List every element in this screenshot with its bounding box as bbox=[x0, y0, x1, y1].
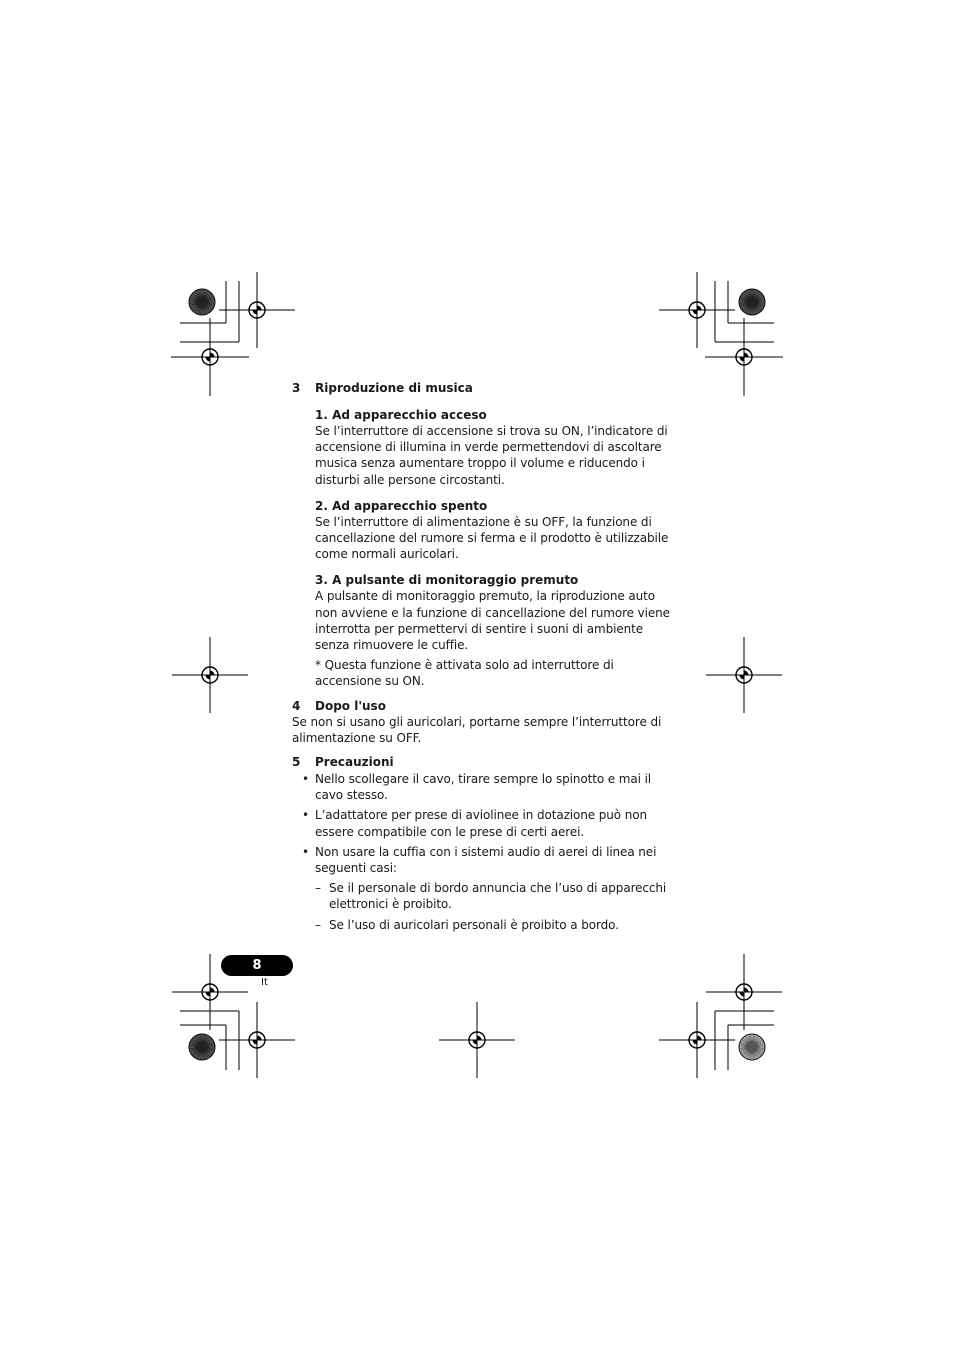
registration-quadrant bbox=[257, 1036, 262, 1041]
registration-quadrant bbox=[210, 671, 215, 676]
precautions-list bbox=[292, 771, 672, 876]
section-number: 5 bbox=[292, 755, 301, 770]
registration-quadrant bbox=[697, 1036, 702, 1041]
color-dial-rays bbox=[739, 289, 765, 315]
section-title: Precauzioni bbox=[315, 755, 394, 770]
registration-quadrant bbox=[740, 357, 745, 362]
registration-quadrant bbox=[206, 992, 211, 997]
registration-quadrant bbox=[744, 353, 749, 358]
section-title: Dopo l'uso bbox=[315, 698, 386, 713]
registration-quadrant bbox=[253, 310, 258, 315]
list-item: – Se l’uso di auricolari personali è proibito a bordo. bbox=[292, 917, 672, 933]
registration-quadrant bbox=[693, 1040, 698, 1045]
page-number-badge: 8 bbox=[221, 955, 293, 976]
subsection-text: Se l’interruttore di alimentazione è su OFF, la funzione di cancellazione del rumore si ferma e il prodotto è utilizzabile come normali auricolari. bbox=[315, 514, 669, 562]
color-dial-rays bbox=[189, 1034, 215, 1060]
registration-quadrant bbox=[210, 988, 215, 993]
main-content bbox=[292, 380, 672, 933]
section-5-heading bbox=[292, 754, 672, 770]
list-item: • L’adattatore per prese di aviolinee in dotazione può non essere compatibile con le prese di certi aerei. bbox=[292, 807, 672, 839]
list-item: • Non usare la cuffia con i sistemi audio di aerei di linea nei seguenti casi: bbox=[292, 844, 672, 876]
subsection-text: A pulsante di monitoraggio premuto, la riproduzione auto non avviene e la funzione di cancellazione del rumore viene interrotta per permettervi di sentire i suoni di ambiente senza rimuovere le cuffie. bbox=[315, 589, 670, 653]
section-4-heading bbox=[292, 698, 672, 714]
section-title: Riproduzione di musica bbox=[315, 381, 473, 395]
registration-quadrant bbox=[253, 1040, 258, 1045]
registration-quadrant bbox=[206, 675, 211, 680]
registration-quadrant bbox=[257, 306, 262, 311]
registration-quadrant bbox=[477, 1036, 482, 1041]
section-3-body bbox=[292, 407, 672, 690]
registration-quadrant bbox=[473, 1040, 478, 1045]
subsection-title: 3. A pulsante di monitoraggio premuto bbox=[315, 573, 579, 588]
subsection-title: 2. Ad apparecchio spento bbox=[315, 498, 488, 513]
registration-quadrant bbox=[206, 357, 211, 362]
registration-quadrant bbox=[697, 306, 702, 311]
section-3-heading bbox=[292, 380, 672, 396]
registration-quadrant bbox=[740, 675, 745, 680]
section-4-text: Se non si usano gli auricolari, portarne sempre l’interruttore di alimentazione su OFF. bbox=[292, 714, 662, 745]
registration-quadrant bbox=[740, 992, 745, 997]
language-code: It bbox=[261, 977, 268, 988]
registration-quadrant bbox=[210, 353, 215, 358]
color-dial-rays bbox=[739, 1034, 765, 1060]
subsection-text: Se l’interruttore di accensione si trova su ON, l’indicatore di accensione di illumina in verde permettendovi di ascoltare musica senza aumentare troppo il volume e riducendo i disturbi alle persone circostanti. bbox=[315, 424, 668, 487]
registration-quadrant bbox=[744, 671, 749, 676]
registration-quadrant bbox=[744, 988, 749, 993]
subsection-title: 1. Ad apparecchio acceso bbox=[315, 408, 487, 422]
list-item: – Se il personale di bordo annuncia che l’uso di apparecchi elettronici è proibito. bbox=[292, 880, 672, 912]
color-dial-rays bbox=[189, 289, 215, 315]
section-number: 3 bbox=[292, 381, 301, 395]
list-item: • Nello scollegare il cavo, tirare sempre lo spinotto e mai il cavo stesso. bbox=[292, 771, 672, 803]
section-number: 4 bbox=[292, 698, 301, 713]
cases-list bbox=[292, 880, 672, 933]
registration-quadrant bbox=[693, 310, 698, 315]
footnote: * Questa funzione è attivata solo ad interruttore di accensione su ON. bbox=[315, 658, 614, 689]
